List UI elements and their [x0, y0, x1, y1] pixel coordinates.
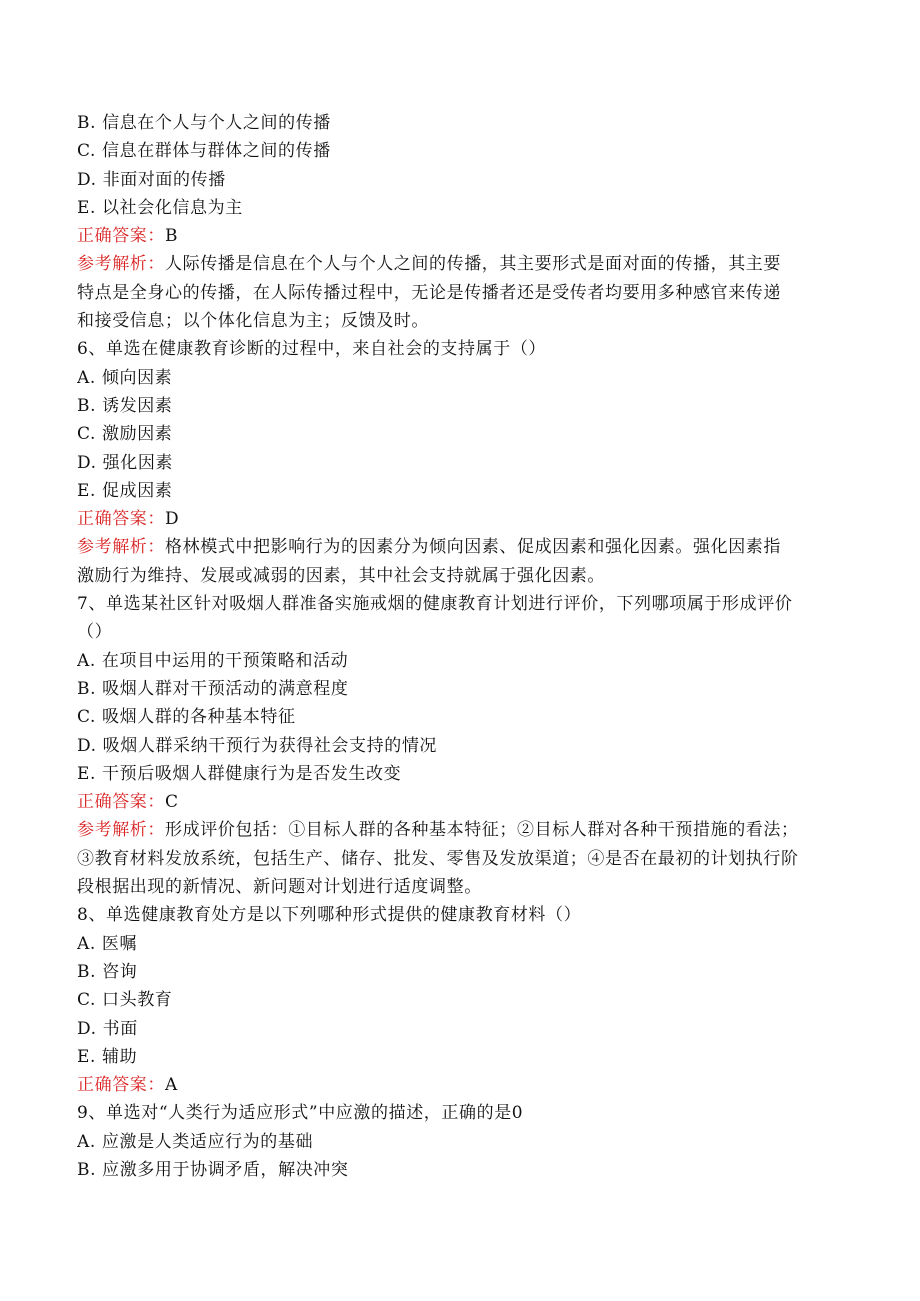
question-line: 6、单选在健康教育诊断的过程中，来自社会的支持属于（） — [77, 339, 547, 360]
analysis-text: 格林模式中把影响行为的因素分为倾向因素、促成因素和强化因素。强化因素指 — [165, 537, 781, 558]
option-line: C. 信息在群体与群体之间的传播 — [77, 141, 331, 162]
analysis-line — [77, 533, 837, 561]
analysis-label: 参考解析： — [77, 820, 165, 841]
answer-value: A — [165, 1075, 178, 1096]
analysis-label: 参考解析： — [77, 254, 165, 275]
exam-content — [77, 109, 837, 1184]
option-line: B. 诱发因素 — [77, 395, 173, 416]
option-line: B. 信息在个人与个人之间的传播 — [77, 113, 331, 133]
question-line: 8、单选健康教育处方是以下列哪种形式提供的健康教育材料（） — [77, 905, 582, 926]
question-line: 7、单选某社区针对吸烟人群准备实施戒烟的健康教育计划进行评价，下列哪项属于形成评价 — [77, 594, 793, 615]
option-line: C. 口头教育 — [77, 990, 173, 1011]
analysis-line: 激励行为维持、发展或减弱的因素，其中社会支持就属于强化因素。 — [77, 565, 605, 586]
question-line: 9、单选对“人类行为适应形式”中应激的描述，正确的是0 — [77, 1103, 524, 1124]
option-line: D. 书面 — [77, 1018, 138, 1039]
answer-line — [77, 222, 837, 250]
answer-value: D — [165, 509, 180, 530]
option-line: E. 干预后吸烟人群健康行为是否发生改变 — [77, 763, 402, 784]
answer-line — [77, 788, 837, 816]
option-line: A. 倾向因素 — [77, 367, 173, 388]
analysis-line: 段根据出现的新情况、新问题对计划进行适度调整。 — [77, 877, 482, 898]
option-line: D. 非面对面的传播 — [77, 169, 226, 190]
answer-label: 正确答案： — [77, 792, 165, 813]
answer-value: B — [165, 226, 179, 247]
option-line: D. 强化因素 — [77, 452, 174, 473]
analysis-label: 参考解析： — [77, 537, 165, 558]
option-line: C. 吸烟人群的各种基本特征 — [77, 707, 296, 728]
analysis-line: 特点是全身心的传播，在人际传播过程中，无论是传播者还是受传者均要用多种感官来传递 — [77, 282, 781, 303]
analysis-text: 人际传播是信息在个人与个人之间的传播，其主要形式是面对面的传播，其主要 — [165, 254, 781, 275]
answer-label: 正确答案： — [77, 1075, 165, 1096]
analysis-line: 和接受信息；以个体化信息为主；反馈及时。 — [77, 311, 429, 332]
option-line: E. 以社会化信息为主 — [77, 197, 243, 218]
analysis-line: ③教育材料发放系统，包括生产、储存、批发、零售及发放渠道；④是否在最初的计划执行阶 — [77, 848, 799, 869]
answer-label: 正确答案： — [77, 509, 165, 530]
option-line: A. 在项目中运用的干预策略和活动 — [77, 650, 349, 671]
analysis-line — [77, 816, 837, 844]
answer-line — [77, 505, 837, 533]
option-line: C. 激励因素 — [77, 424, 173, 445]
question-line: （） — [77, 622, 113, 643]
option-line: E. 促成因素 — [77, 480, 173, 501]
answer-line — [77, 1071, 837, 1099]
answer-label: 正确答案： — [77, 226, 165, 247]
option-line: B. 吸烟人群对干预活动的满意程度 — [77, 678, 349, 699]
option-line: B. 咨询 — [77, 961, 138, 982]
option-line: A. 应激是人类适应行为的基础 — [77, 1131, 314, 1152]
analysis-line — [77, 250, 837, 278]
option-line: A. 医嘱 — [77, 933, 138, 954]
answer-value: C — [165, 792, 179, 813]
analysis-text: 形成评价包括：①目标人群的各种基本特征；②目标人群对各种干预措施的看法； — [165, 820, 799, 841]
option-line: D. 吸烟人群采纳干预行为获得社会支持的情况 — [77, 735, 438, 756]
option-line: E. 辅助 — [77, 1046, 138, 1067]
option-line: B. 应激多用于协调矛盾，解决冲突 — [77, 1159, 349, 1180]
